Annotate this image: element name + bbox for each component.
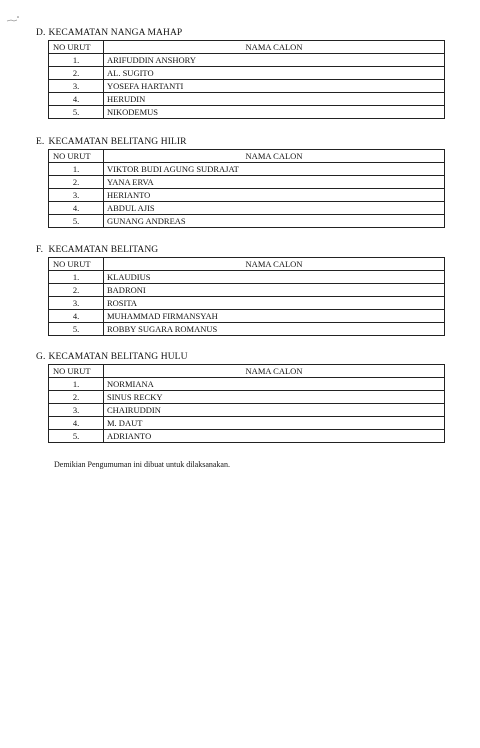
candidate-name: CHAIRUDDIN (104, 404, 445, 417)
row-number: 3. (49, 297, 104, 310)
table-row (49, 106, 445, 119)
header-nama-calon: NAMA CALON (104, 41, 445, 54)
section-title (36, 28, 446, 40)
table-row (49, 93, 445, 106)
table-row (49, 176, 445, 189)
candidate-name: MUHAMMAD FIRMANSYAH (104, 310, 445, 323)
row-number: 1. (49, 378, 104, 391)
row-number: 5. (49, 215, 104, 228)
header-nama-calon: NAMA CALON (104, 258, 445, 271)
row-number: 5. (49, 106, 104, 119)
row-number: 1. (49, 271, 104, 284)
table-row (49, 202, 445, 215)
section-name: KECAMATAN BELITANG (48, 245, 159, 255)
section-name: KECAMATAN BELITANG HILIR (48, 137, 187, 147)
row-number: 1. (49, 54, 104, 67)
candidate-table (48, 364, 445, 443)
header-no-urut: NO URUT (49, 150, 104, 163)
candidate-name: ADRIANTO (104, 430, 445, 443)
section-title (36, 137, 446, 149)
header-nama-calon: NAMA CALON (104, 365, 445, 378)
candidate-name: BADRONI (104, 284, 445, 297)
candidate-name: AL. SUGITO (104, 67, 445, 80)
table-row (49, 378, 445, 391)
candidate-name: VIKTOR BUDI AGUNG SUDRAJAT (104, 163, 445, 176)
table-row (49, 163, 445, 176)
section-name: KECAMATAN BELITANG HULU (48, 352, 188, 362)
table-row (49, 54, 445, 67)
header-nama-calon: NAMA CALON (104, 150, 445, 163)
candidate-name: NORMIANA (104, 378, 445, 391)
candidate-name: HERIANTO (104, 189, 445, 202)
candidate-name: YANA ERVA (104, 176, 445, 189)
section-kecamatan-d (36, 28, 446, 119)
candidate-name: YOSEFA HARTANTI (104, 80, 445, 93)
row-number: 3. (49, 80, 104, 93)
candidate-table (48, 149, 445, 228)
table-row (49, 391, 445, 404)
section-kecamatan-e (36, 137, 446, 228)
table-row (49, 310, 445, 323)
row-number: 2. (49, 176, 104, 189)
candidate-name: HERUDIN (104, 93, 445, 106)
row-number: 2. (49, 284, 104, 297)
candidate-name: GUNANG ANDREAS (104, 215, 445, 228)
row-number: 1. (49, 163, 104, 176)
table-row (49, 67, 445, 80)
row-number: 4. (49, 417, 104, 430)
section-letter: E. (36, 137, 45, 147)
candidate-name: ABDUL AJIS (104, 202, 445, 215)
section-name: KECAMATAN NANGA MAHAP (48, 28, 183, 38)
row-number: 3. (49, 404, 104, 417)
header-no-urut: NO URUT (49, 41, 104, 54)
candidate-name: KLAUDIUS (104, 271, 445, 284)
table-header-row (49, 365, 445, 378)
candidate-name: SINUS RECKY (104, 391, 445, 404)
candidate-name: ROSITA (104, 297, 445, 310)
row-number: 5. (49, 430, 104, 443)
candidate-name: ROBBY SUGARA ROMANUS (104, 323, 445, 336)
candidate-name: ARIFUDDIN ANSHORY (104, 54, 445, 67)
row-number: 4. (49, 202, 104, 215)
section-kecamatan-g (36, 352, 446, 443)
section-kecamatan-f (36, 245, 446, 336)
table-row (49, 297, 445, 310)
row-number: 4. (49, 93, 104, 106)
row-number: 2. (49, 391, 104, 404)
row-number: 2. (49, 67, 104, 80)
row-number: 4. (49, 310, 104, 323)
candidate-name: M. DAUT (104, 417, 445, 430)
candidate-table (48, 257, 445, 336)
table-row (49, 430, 445, 443)
closing-statement: Demikian Pengumuman ini dibuat untuk dilaksanakan. (54, 460, 230, 469)
header-no-urut: NO URUT (49, 365, 104, 378)
candidate-table (48, 40, 445, 119)
table-row (49, 189, 445, 202)
section-title (36, 245, 446, 257)
row-number: 3. (49, 189, 104, 202)
table-row (49, 404, 445, 417)
section-title (36, 352, 446, 364)
row-number: 5. (49, 323, 104, 336)
table-row (49, 323, 445, 336)
table-row (49, 417, 445, 430)
scan-mark-icon (6, 16, 20, 24)
section-letter: D. (36, 28, 46, 38)
table-row (49, 284, 445, 297)
table-header-row (49, 41, 445, 54)
header-no-urut: NO URUT (49, 258, 104, 271)
table-row (49, 215, 445, 228)
table-row (49, 80, 445, 93)
candidate-name: NIKODEMUS (104, 106, 445, 119)
table-header-row (49, 150, 445, 163)
table-header-row (49, 258, 445, 271)
section-letter: F. (36, 245, 44, 255)
section-letter: G. (36, 352, 46, 362)
table-row (49, 271, 445, 284)
